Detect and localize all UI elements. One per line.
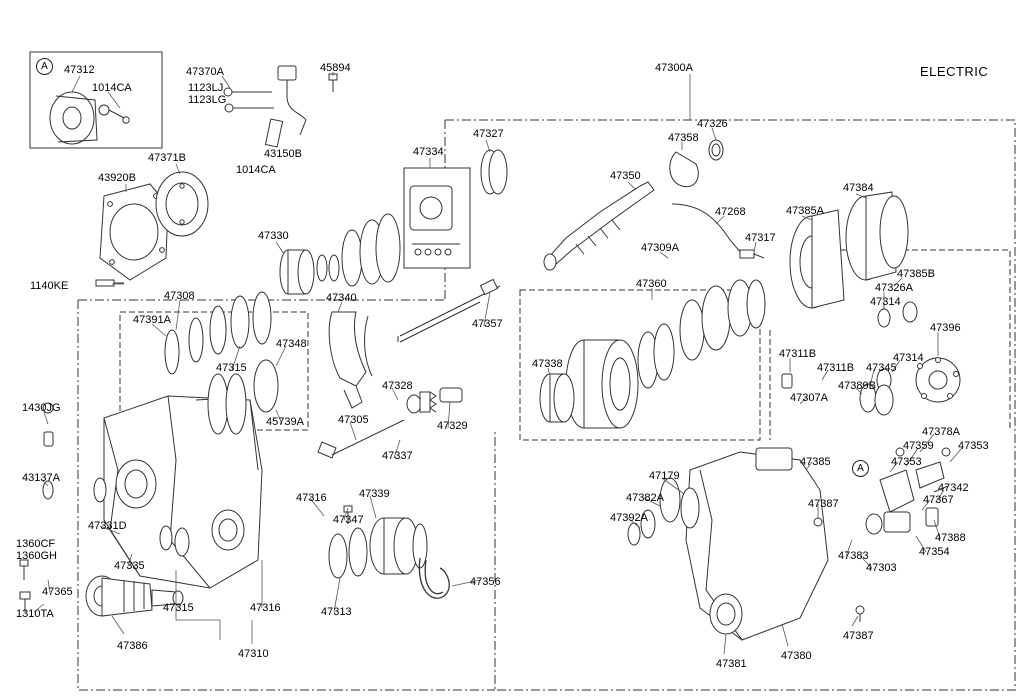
part-number-label: 47360 bbox=[636, 278, 667, 290]
part-number-label: 47367 bbox=[923, 494, 954, 506]
part-number-label: 47310 bbox=[238, 648, 269, 660]
part-number-label: 47327 bbox=[473, 128, 504, 140]
part-number-label: 47347 bbox=[333, 514, 364, 526]
part-number-label: 47340 bbox=[326, 292, 357, 304]
part-number-label: 47309A bbox=[641, 242, 679, 254]
part-number-label: 47382A bbox=[626, 492, 664, 504]
part-number-label: 47337 bbox=[382, 450, 413, 462]
part-number-label: 47305 bbox=[338, 414, 369, 426]
part-number-label: 47339 bbox=[359, 488, 390, 500]
part-number-label: 47335 bbox=[114, 560, 145, 572]
part-number-label: 1123LG bbox=[188, 94, 227, 106]
part-number-label: 47383 bbox=[838, 550, 869, 562]
electric-note: ELECTRIC bbox=[920, 64, 989, 79]
part-number-label: 1014CA bbox=[92, 82, 132, 94]
part-number-label: 47371B bbox=[148, 152, 186, 164]
part-number-label: 47354 bbox=[919, 546, 950, 558]
part-number-label: 47387 bbox=[808, 498, 839, 510]
part-number-label: 1430JG bbox=[22, 402, 61, 414]
part-number-label: 47315 bbox=[163, 602, 194, 614]
part-number-label: 47342 bbox=[938, 482, 969, 494]
part-number-label: 47358 bbox=[668, 132, 699, 144]
part-number-label: 47314 bbox=[893, 352, 924, 364]
part-number-label: 47311B bbox=[779, 348, 817, 360]
part-number-label: 47314 bbox=[870, 296, 901, 308]
part-number-label: 47331D bbox=[88, 520, 127, 532]
part-number-label: 47378A bbox=[922, 426, 960, 438]
part-number-label: 47353 bbox=[891, 456, 922, 468]
part-number-label: 47350 bbox=[610, 170, 641, 182]
part-number-label: 47328 bbox=[382, 380, 413, 392]
part-number-label: 47386 bbox=[117, 640, 148, 652]
part-number-label: 47345 bbox=[866, 362, 897, 374]
part-number-label: 43150B bbox=[264, 148, 302, 160]
part-number-label: 47385 bbox=[800, 456, 831, 468]
part-number-label: 47311B bbox=[817, 362, 855, 374]
part-number-label: 47316 bbox=[250, 602, 281, 614]
part-number-label: 1014CA bbox=[236, 164, 276, 176]
part-number-label: 1360CF bbox=[16, 538, 56, 550]
part-number-label: 47370A bbox=[186, 66, 224, 78]
part-number-label: 47385A bbox=[786, 205, 824, 217]
part-number-label: 43137A bbox=[22, 472, 60, 484]
part-number-label: 47268 bbox=[715, 206, 746, 218]
part-number-label: 47307A bbox=[790, 392, 828, 404]
part-number-label: 47396 bbox=[930, 322, 961, 334]
part-number-label: 47326 bbox=[697, 118, 728, 130]
part-number-label: 1310TA bbox=[16, 608, 54, 620]
callout-marker-a-ref: A bbox=[852, 460, 869, 477]
part-number-label: 47348 bbox=[276, 338, 307, 350]
part-number-label: 47380 bbox=[781, 650, 812, 662]
part-number-label: 47357 bbox=[472, 318, 503, 330]
part-number-label: 47356 bbox=[470, 576, 501, 588]
part-number-label: 47392A bbox=[610, 512, 648, 524]
part-number-label: 45739A bbox=[266, 416, 304, 428]
part-number-label: 47317 bbox=[745, 232, 776, 244]
part-number-label: 47329 bbox=[437, 420, 468, 432]
part-number-label: 47303 bbox=[866, 562, 897, 574]
part-number-label: 47334 bbox=[413, 146, 444, 158]
part-number-label: 47391A bbox=[133, 314, 171, 326]
part-number-label: 47385B bbox=[897, 268, 935, 280]
part-number-label: 47330 bbox=[258, 230, 289, 242]
part-number-label: 47359 bbox=[903, 440, 934, 452]
part-number-label: 47326A bbox=[875, 282, 913, 294]
part-number-label: 47312 bbox=[64, 64, 95, 76]
part-number-label: 47384 bbox=[843, 182, 874, 194]
part-number-label: 1123LJ bbox=[188, 82, 224, 94]
part-number-label: 47365 bbox=[42, 586, 73, 598]
part-number-label: 47387 bbox=[843, 630, 874, 642]
part-number-label: 45894 bbox=[320, 62, 351, 74]
part-number-label: 47300A bbox=[655, 62, 693, 74]
part-number-label: 47388 bbox=[935, 532, 966, 544]
part-number-label: 47179 bbox=[649, 470, 680, 482]
part-number-label: 43920B bbox=[98, 172, 136, 184]
callout-marker-a-detail: A bbox=[36, 58, 53, 75]
part-number-label: 47353 bbox=[958, 440, 989, 452]
part-number-label: 47308 bbox=[164, 290, 195, 302]
part-number-label: 47338 bbox=[532, 358, 563, 370]
part-number-label: 47315 bbox=[216, 362, 247, 374]
part-number-label: 47316 bbox=[296, 492, 327, 504]
part-number-label: 1360GH bbox=[16, 550, 57, 562]
part-number-label: 47389B bbox=[838, 380, 876, 392]
part-number-label: 47381 bbox=[716, 658, 747, 670]
part-number-label: 1140KE bbox=[30, 280, 69, 292]
part-number-label: 47313 bbox=[321, 606, 352, 618]
